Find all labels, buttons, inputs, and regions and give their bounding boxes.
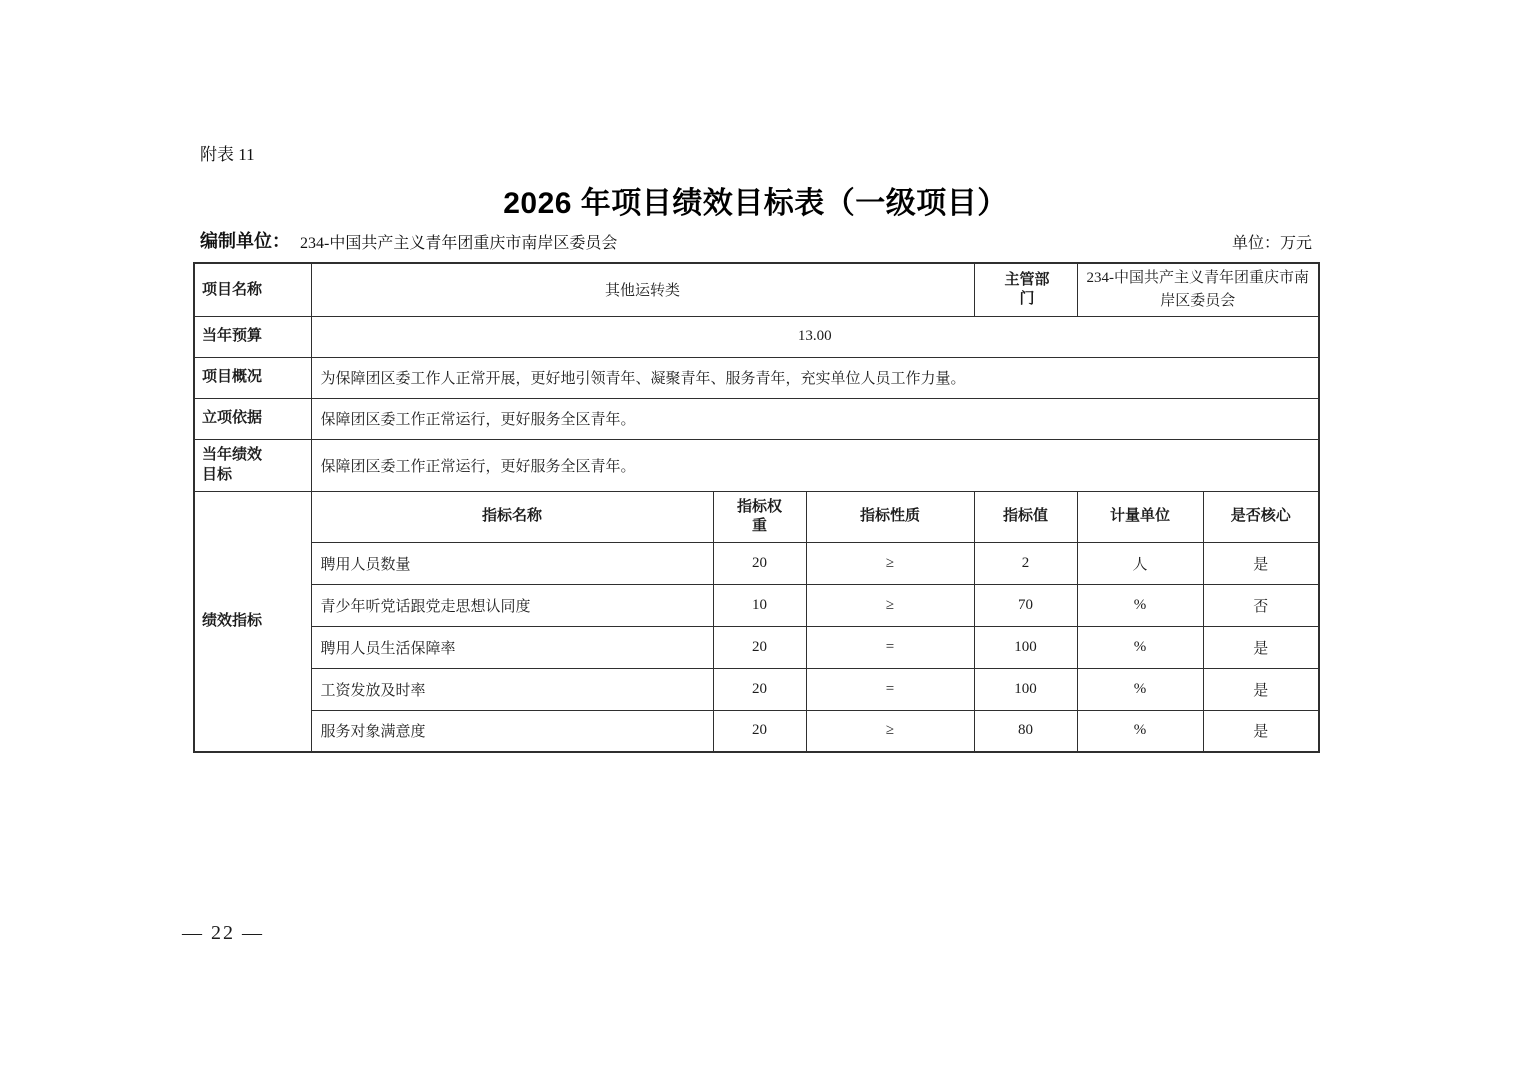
dept-value: 234-中国共产主义青年团重庆市南岸区委员会	[1077, 263, 1319, 316]
overview-value: 为保障团区委工作人正常开展，更好地引领青年、凝聚青年、服务青年，充实单位人员工作力量。	[311, 357, 1319, 398]
row-annual-target	[194, 439, 1319, 491]
indicator-header-core: 是否核心	[1203, 491, 1319, 542]
row-budget	[194, 316, 1319, 357]
indicator-row	[194, 668, 1319, 710]
project-name-value: 其他运转类	[311, 263, 974, 316]
meta-row	[193, 227, 1318, 253]
indicator-core: 否	[1203, 584, 1319, 626]
indicator-header-value: 指标值	[974, 491, 1077, 542]
prepared-by-label: 编制单位：	[200, 231, 290, 251]
row-label-indicators: 绩效指标	[194, 491, 311, 752]
annual-target-value: 保障团区委工作正常运行，更好服务全区青年。	[311, 439, 1319, 491]
indicator-weight: 20	[713, 626, 806, 668]
indicator-header-weight	[713, 491, 806, 542]
indicator-unit: %	[1077, 584, 1203, 626]
indicator-nature: ≥	[806, 710, 974, 752]
indicator-header-weight-text: 指标权重	[736, 497, 782, 534]
indicator-name: 青少年听党话跟党走思想认同度	[311, 584, 713, 626]
indicator-nature: ≥	[806, 542, 974, 584]
indicator-nature: =	[806, 626, 974, 668]
indicator-nature: =	[806, 668, 974, 710]
prepared-by-value: 234-中国共产主义青年团重庆市南岸区委员会	[300, 235, 618, 252]
indicator-header-name: 指标名称	[311, 491, 713, 542]
indicator-core: 是	[1203, 626, 1319, 668]
indicator-weight: 20	[713, 542, 806, 584]
indicator-weight: 10	[713, 584, 806, 626]
indicator-row	[194, 626, 1319, 668]
annual-target-label-text: 当年绩效目标	[202, 445, 263, 483]
indicator-name: 聘用人员数量	[311, 542, 713, 584]
indicator-header-row	[194, 491, 1319, 542]
page-number: — 22 —	[182, 922, 264, 944]
indicator-nature: ≥	[806, 584, 974, 626]
indicator-core: 是	[1203, 542, 1319, 584]
indicator-value: 2	[974, 542, 1077, 584]
row-label-budget: 当年预算	[194, 316, 311, 357]
indicator-core: 是	[1203, 668, 1319, 710]
page-title: 2026 年项目绩效目标表（一级项目）	[503, 187, 1008, 220]
indicator-weight: 20	[713, 710, 806, 752]
indicator-unit: 人	[1077, 542, 1203, 584]
indicator-unit: %	[1077, 710, 1203, 752]
indicator-weight: 20	[713, 668, 806, 710]
row-project-name	[194, 263, 1319, 316]
annex-label: 附表 11	[200, 145, 255, 164]
indicator-row	[194, 584, 1319, 626]
performance-target-table	[193, 262, 1320, 753]
row-overview	[194, 357, 1319, 398]
row-label-overview: 项目概况	[194, 357, 311, 398]
indicator-value: 100	[974, 668, 1077, 710]
dept-label-text: 主管部门	[1004, 271, 1050, 307]
row-label-basis	[194, 398, 311, 439]
row-label-dept	[974, 263, 1077, 316]
indicator-unit: %	[1077, 668, 1203, 710]
basis-label-text: 立项依据	[202, 409, 263, 427]
indicator-value: 80	[974, 710, 1077, 752]
indicator-core: 是	[1203, 710, 1319, 752]
row-label-annual-target	[194, 439, 311, 491]
row-label-project-name: 项目名称	[194, 263, 311, 316]
indicator-value: 70	[974, 584, 1077, 626]
indicator-unit: %	[1077, 626, 1203, 668]
budget-value: 13.00	[311, 316, 1319, 357]
indicator-row	[194, 542, 1319, 584]
basis-value: 保障团区委工作正常运行，更好服务全区青年。	[311, 398, 1319, 439]
row-basis	[194, 398, 1319, 439]
indicator-header-unit: 计量单位	[1077, 491, 1203, 542]
indicator-value: 100	[974, 626, 1077, 668]
indicator-name: 工资发放及时率	[311, 668, 713, 710]
indicator-name: 服务对象满意度	[311, 710, 713, 752]
indicator-header-nature: 指标性质	[806, 491, 974, 542]
indicator-name: 聘用人员生活保障率	[311, 626, 713, 668]
indicator-row	[194, 710, 1319, 752]
unit-note: 单位：万元	[1231, 235, 1312, 252]
